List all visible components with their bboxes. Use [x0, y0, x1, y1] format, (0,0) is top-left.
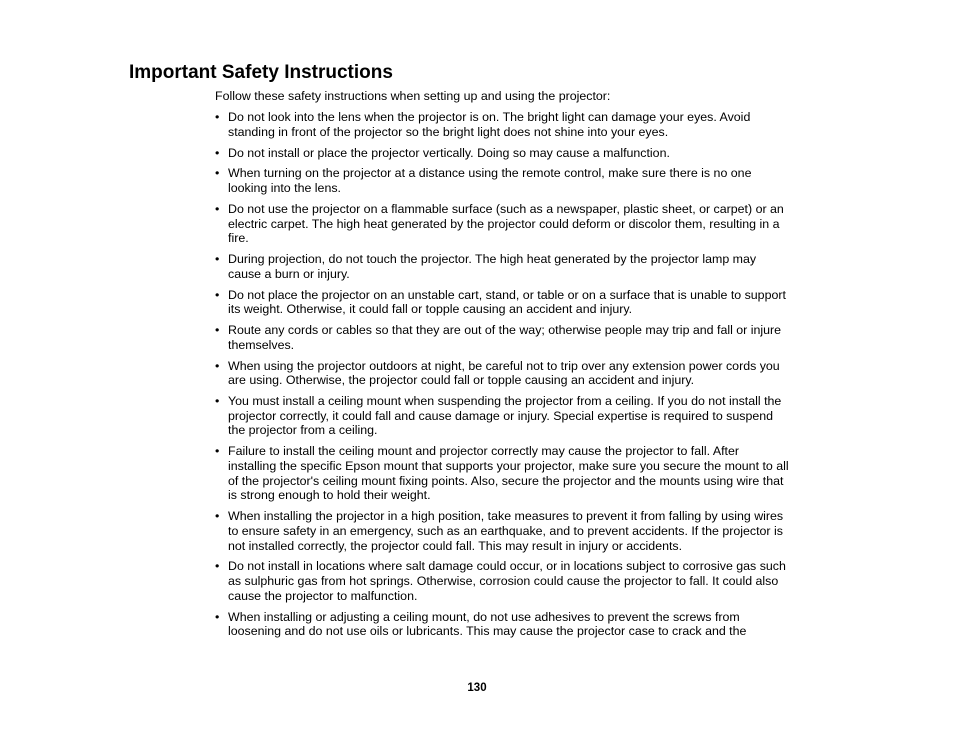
list-item-text: Route any cords or cables so that they are out of the way; otherwise people may trip and fall or injure [228, 323, 782, 337]
bullet-marker: • [215, 252, 220, 266]
list-item-text: electric carpet. The high heat generated by the projector could deform or discolor them, resulting in a [228, 216, 780, 231]
bullet-marker: • [215, 444, 220, 459]
list-item-text: its weight. Otherwise, it could fall or topple causing an accident and injury. [228, 302, 633, 317]
bullet-marker: • [215, 145, 220, 160]
list-item-text: When installing or adjusting a ceiling mount, do not use adhesives to prevent the screws from [228, 609, 740, 624]
list-item [215, 323, 827, 352]
page-title: Important Safety Instructions [129, 62, 393, 83]
list-item-text: the projector from a ceiling. [228, 423, 378, 438]
bullet-marker: • [215, 358, 220, 373]
list-item [215, 444, 827, 503]
list-item-text: to ensure safety in an emergency, such as an earthquake, and to prevent accidents. If the projector is [228, 523, 783, 538]
bullet-marker: • [215, 559, 220, 574]
list-item-text: not installed correctly, the projector could fall. This may result in injury or accidents. [228, 538, 683, 553]
bullet-marker: • [215, 110, 220, 124]
list-item-text: Do not use the projector on a flammable surface (such as a newspaper, plastic sheet, or carpet) or an [228, 201, 784, 216]
safety-instructions-list [215, 110, 827, 645]
list-item [215, 166, 827, 195]
list-item [215, 252, 827, 281]
list-item-text: When using the projector outdoors at night, be careful not to trip over any extension power cords you [228, 358, 780, 373]
bullet-marker: • [215, 287, 220, 302]
list-item-text: is strong enough to hold their weight. [228, 488, 431, 503]
list-item-text: Do not place the projector on an unstable cart, stand, or table or on a surface that is unable to support [228, 287, 786, 302]
page-number: 130 [467, 682, 487, 694]
list-item-text: fire. [228, 231, 249, 246]
list-item [215, 146, 827, 161]
list-item-text: looking into the lens. [228, 181, 341, 195]
list-item-text: themselves. [228, 337, 295, 352]
list-item [215, 559, 827, 603]
list-item [215, 359, 827, 388]
list-item-text: When turning on the projector at a distance using the remote control, make sure there is no one [228, 166, 752, 181]
bullet-marker: • [215, 201, 220, 216]
bullet-marker: • [215, 323, 220, 337]
list-item-text: Do not look into the lens when the projector is on. The bright light can damage your eyes. Avoid [228, 110, 751, 124]
list-item-text: loosening and do not use oils or lubricants. This may cause the projector case to crack and the [228, 624, 747, 639]
list-item-text: Do not install in locations where salt damage could occur, or in locations subject to corrosive gas such [228, 559, 786, 574]
list-item [215, 394, 827, 438]
list-item-text: Failure to install the ceiling mount and projector correctly may cause the projector to fall. After [228, 444, 740, 459]
list-item-text: are using. Otherwise, the projector could fall or topple causing an accident and injury. [228, 373, 695, 388]
list-item [215, 610, 827, 639]
list-item [215, 288, 827, 317]
list-item-text: installing the specific Epson mount that supports your projector, make sure you secure the mount to all [228, 458, 789, 473]
list-item-text: of the projector's ceiling mount fixing points. Also, secure the projector and the mounts using wire that [228, 473, 784, 488]
bullet-marker: • [215, 609, 220, 624]
list-item [215, 202, 827, 246]
list-item-text: standing in front of the projector so the bright light does not shine into your eyes. [228, 124, 669, 139]
intro-paragraph: Follow these safety instructions when setting up and using the projector: [215, 89, 611, 103]
list-item [215, 509, 827, 553]
list-item [215, 110, 827, 139]
list-item-text: During projection, do not touch the projector. The high heat generated by the projector lamp may [228, 252, 757, 266]
bullet-marker: • [215, 166, 220, 181]
list-item-text: cause the projector to malfunction. [228, 588, 418, 603]
bullet-marker: • [215, 509, 220, 524]
list-item-text: cause a burn or injury. [228, 266, 350, 281]
bullet-marker: • [215, 394, 220, 408]
list-item-text: Do not install or place the projector vertically. Doing so may cause a malfunction. [228, 145, 670, 160]
list-item-text: When installing the projector in a high position, take measures to prevent it from falling by using wires [228, 509, 784, 524]
list-item-text: projector correctly, it could fall and cause damage or injury. Special expertise is required to suspend [228, 408, 774, 423]
list-item-text: as sulphuric gas from hot springs. Otherwise, corrosion could cause the projector to fall. It could also [228, 574, 779, 589]
list-item-text: You must install a ceiling mount when suspending the projector from a ceiling. If you do not install the [228, 394, 782, 408]
